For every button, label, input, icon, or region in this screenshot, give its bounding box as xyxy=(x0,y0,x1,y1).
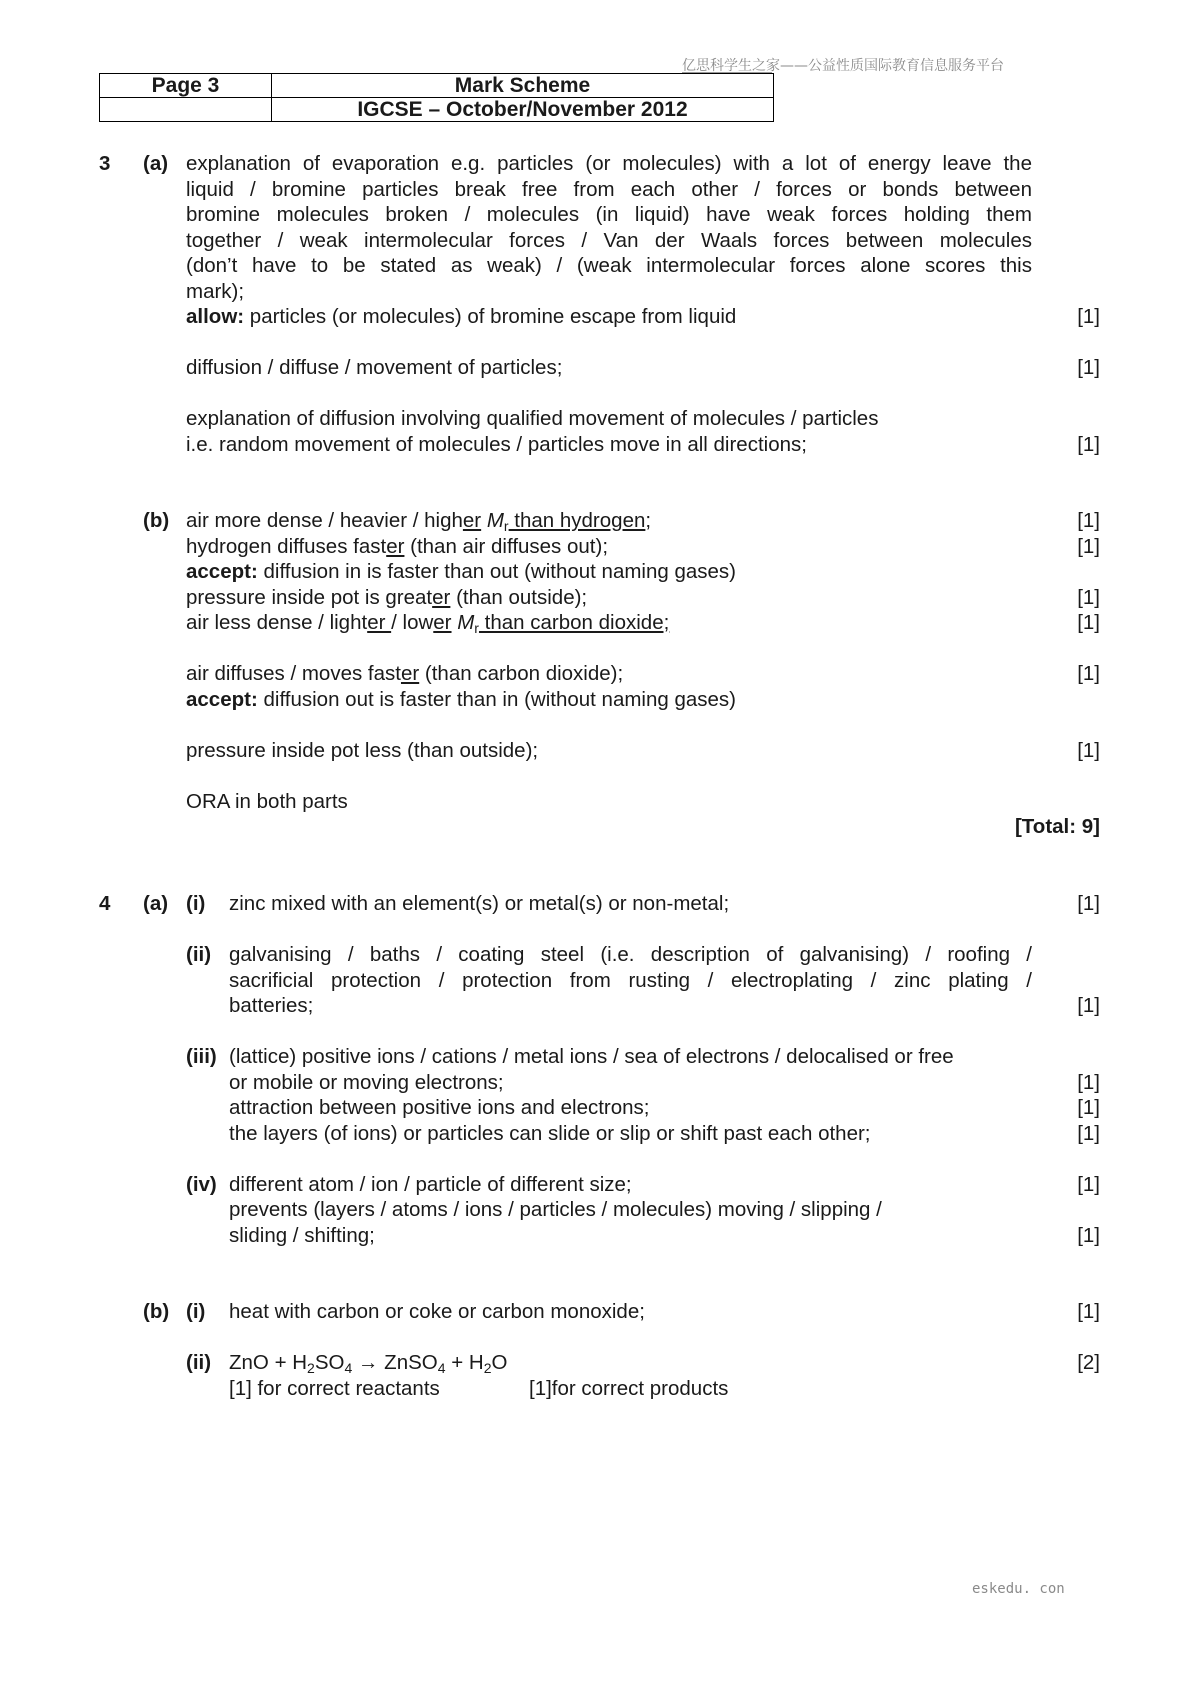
document-title: Mark Scheme xyxy=(272,74,774,98)
q3a-evap-line-3: bromine molecules broken / molecules (in liquid) have weak forces holding them xyxy=(186,203,1032,226)
watermark-top: 亿思科学生之家——公益性质国际教育信息服务平台 xyxy=(682,58,1004,74)
q3a-diffusion-expl-2: i.e. random movement of molecules / particles move in all directions; xyxy=(186,432,807,456)
page-number: Page 3 xyxy=(100,74,272,98)
header-table xyxy=(99,73,774,122)
q3b-label: (b) xyxy=(143,509,170,532)
q3a-evap-line-2: liquid / bromine particles break free from each other / forces or bonds between xyxy=(186,177,1032,201)
question-4-number: 4 xyxy=(99,892,111,915)
q4a-iv-line-2: prevents (layers / atoms / ions / particles / molecules) moving / slipping / xyxy=(229,1198,882,1221)
q4a-iii-line-1: (lattice) positive ions / cations / metal ions / sea of electrons / delocalised or free xyxy=(229,1045,954,1068)
q4a-iv-line-3: sliding / shifting; xyxy=(229,1223,375,1247)
q4a-iii-label: (iii) xyxy=(186,1045,217,1068)
question-3-number: 3 xyxy=(99,152,111,175)
mark: [1] xyxy=(1077,1096,1100,1119)
mark: [1] xyxy=(1077,585,1100,609)
q4a-ii-label: (ii) xyxy=(186,943,212,966)
mark: [1] xyxy=(1077,509,1100,532)
watermark-bottom: eskedu. con xyxy=(972,1581,1065,1597)
mark: [1] xyxy=(1077,534,1100,558)
q3b-pressure-less: pressure inside pot less (than outside); xyxy=(186,738,539,762)
q3b-accept-2: accept: diffusion out is faster than in (without naming gases) xyxy=(186,687,737,711)
q4b-ii-label: (ii) xyxy=(186,1351,212,1374)
mark: [1] xyxy=(1077,611,1100,634)
mark: [1] xyxy=(1077,994,1100,1017)
q3b-line-6: air diffuses / moves faster (than carbon dioxide); xyxy=(186,662,624,685)
q4b-ii-equation: ZnO + $H_2SO_4$ → ZnSO$_4$ + $H_2O$ xyxy=(229,1351,508,1376)
q4a-i-label: (i) xyxy=(186,892,206,915)
q4a-ii-line-3: batteries; xyxy=(229,994,314,1017)
allow-keyword: allow: xyxy=(186,305,245,328)
q3a-label: (a) xyxy=(143,152,169,175)
mark: [1] xyxy=(1077,1121,1100,1145)
q4b-i-text: heat with carbon or coke or carbon monoxide; xyxy=(229,1300,645,1323)
header-empty-cell xyxy=(100,98,272,122)
q4b-ii-note-products: [1]for correct products xyxy=(529,1376,729,1400)
q3b-accept-1: accept: diffusion in is faster than out (without naming gases) xyxy=(186,560,737,583)
q4a-iii-line-2: or mobile or moving electrons; xyxy=(229,1070,504,1094)
mark: [1] xyxy=(1077,1172,1100,1196)
q3a-evap-line-4: together / weak intermolecular forces / Van der Waals forces between molecules xyxy=(186,228,1032,252)
mark: [1] xyxy=(1077,892,1100,915)
q4a-iii-line-4: the layers (of ions) or particles can slide or slip or shift past each other; xyxy=(229,1121,871,1145)
q3a-diffusion-expl-1: explanation of diffusion involving qualified movement of molecules / particles xyxy=(186,407,879,430)
q3b-ora: ORA in both parts xyxy=(186,789,348,813)
q4a-iv-line-1: different atom / ion / particle of different size; xyxy=(229,1172,632,1196)
allow-text: particles (or molecules) of bromine escape from liquid xyxy=(249,305,737,328)
q4a-i-text: zinc mixed with an element(s) or metal(s) or non-metal; xyxy=(229,892,730,915)
reaction-arrow-icon: → xyxy=(352,1351,385,1374)
q3a-evap-line-6: mark); xyxy=(186,279,245,303)
q3a-diffusion: diffusion / diffuse / movement of particles; xyxy=(186,356,563,379)
q4b-label: (b) xyxy=(143,1300,170,1323)
mark: [1] xyxy=(1077,356,1100,379)
q3a-evap-line-1: explanation of evaporation e.g. particles (or molecules) with a lot of energy leave the xyxy=(186,152,1032,175)
mark: [2] xyxy=(1077,1351,1100,1374)
q4a-iii-line-3: attraction between positive ions and electrons; xyxy=(229,1096,650,1119)
syllabus-title: IGCSE – October/November 2012 xyxy=(272,98,774,122)
mark: [1] xyxy=(1077,1223,1100,1247)
mark: [1] xyxy=(1077,1070,1100,1094)
mark: [1] xyxy=(1077,1300,1100,1323)
q3b-line-5: air less dense / lighter / lower $M_r$ than carbon dioxide; xyxy=(186,611,670,636)
q3a-evap-line-5: (don’t have to be stated as weak) / (weak intermolecular forces alone scores this xyxy=(186,254,1032,277)
q3-total: [Total: 9] xyxy=(1014,815,1100,838)
q3b-line-1: air more dense / heavier / higher $M_r$ than hydrogen; xyxy=(186,509,652,534)
q4a-iv-label: (iv) xyxy=(186,1172,217,1196)
q4a-ii-line-1: galvanising / baths / coating steel (i.e. description of galvanising) / roofing / xyxy=(229,943,1032,966)
mark: [1] xyxy=(1077,305,1100,328)
q4a-label: (a) xyxy=(143,892,169,915)
q4a-ii-line-2: sacrificial protection / protection from rusting / electroplating / zinc plating / xyxy=(229,968,1032,992)
mark: [1] xyxy=(1077,738,1100,762)
mark: [1] xyxy=(1077,432,1100,456)
q3b-line-2: hydrogen diffuses faster (than air diffuses out); xyxy=(186,534,609,558)
q4b-ii-note-reactants: [1] for correct reactants xyxy=(229,1376,440,1400)
q3a-allow-line xyxy=(186,304,736,330)
q3b-line-4: pressure inside pot is greater (than outside); xyxy=(186,585,588,609)
mark: [1] xyxy=(1077,662,1100,685)
q4b-i-label: (i) xyxy=(186,1300,206,1323)
